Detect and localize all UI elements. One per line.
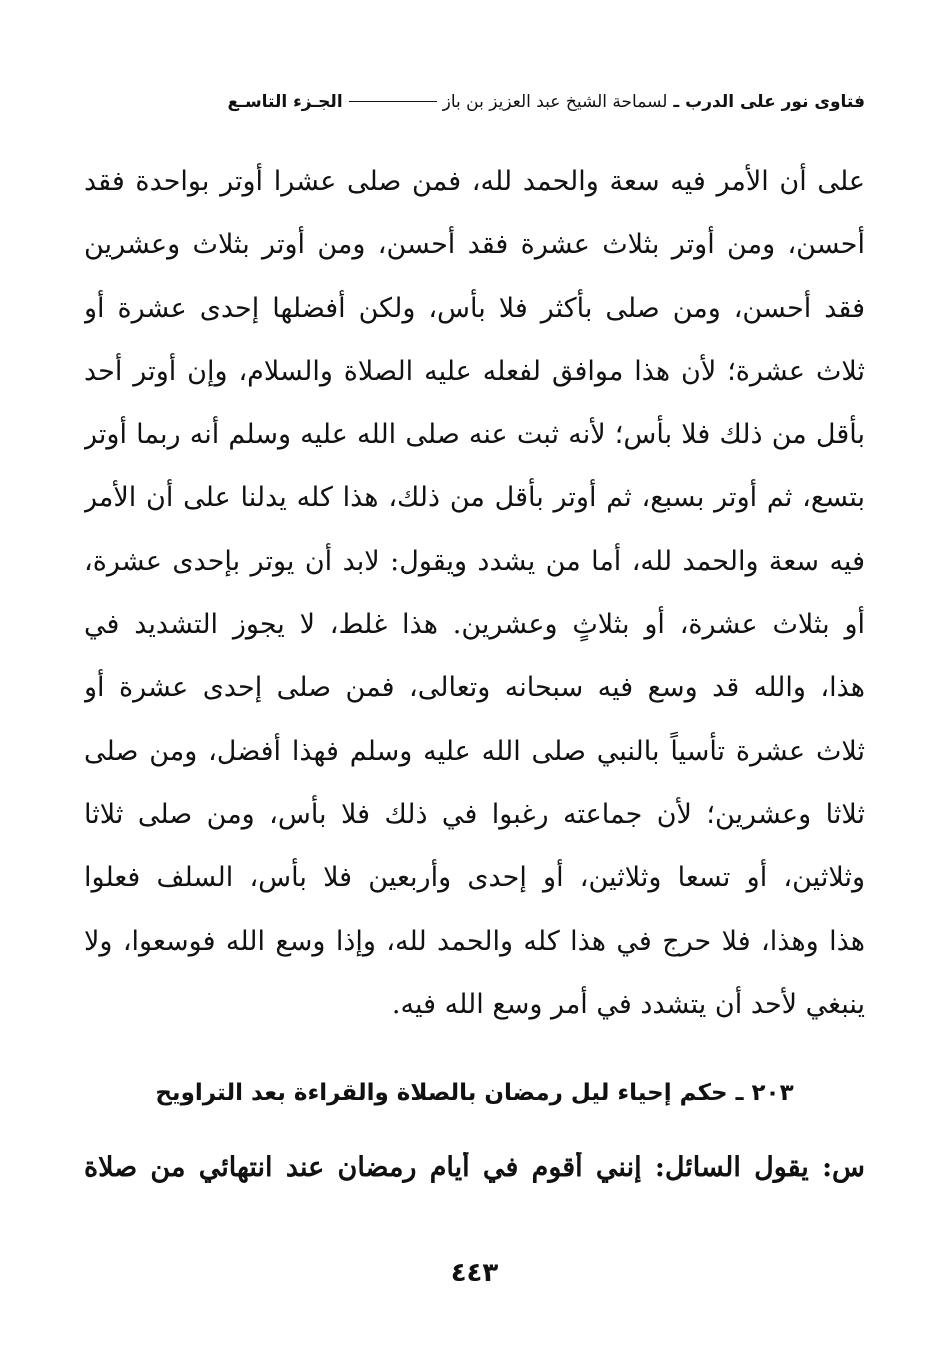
- author-line: لسماحة الشيخ عبد العزيز بن باز: [442, 92, 668, 112]
- section-heading: ٢٠٣ ـ حكم إحياء ليل رمضان بالصلاة والقراءة بعد التراويح: [155, 1080, 794, 1106]
- body-line: ثلاثا وعشرين؛ لأن جماعته رغبوا في ذلك فلا بأس، ومن صلى ثلاثا: [84, 798, 865, 830]
- running-header: [84, 92, 865, 124]
- body-line: فقد أحسن، ومن صلى بأكثر فلا بأس، ولكن أفضلها إحدى عشرة أو: [84, 292, 865, 324]
- question-line: س: يقول السائل: إنني أقوم في أيام رمضان عند انتهائي من صلاة: [84, 1152, 865, 1183]
- body-line: على أن الأمر فيه سعة والحمد لله، فمن صلى عشرا أوتر بواحدة فقد: [84, 166, 865, 197]
- header-rule: [349, 101, 437, 102]
- body-line: بأقل من ذلك فلا بأس؛ لأنه ثبت عنه صلى الله عليه وسلم أنه ربما أوتر: [84, 419, 865, 451]
- body-line: ينبغي لأحد أن يتشدد في أمر وسع الله فيه.: [391, 988, 865, 1020]
- body-line: بتسع، ثم أوتر بسبع، ثم أوتر بأقل من ذلك، هذا كله يدلنا على أن الأمر: [84, 482, 865, 514]
- body-line: هذا، والله قد وسع فيه سبحانه وتعالى، فمن صلى إحدى عشرة أو: [84, 672, 865, 704]
- page-number: ٤٤٣: [450, 1258, 499, 1288]
- body-line: فيه سعة والحمد لله، أما من يشدد ويقول: لابد أن يوتر بإحدى عشرة،: [84, 545, 865, 577]
- body-line: ثلاث عشرة تأسياً بالنبي صلى الله عليه وسلم فهذا أفضل، ومن صلى: [84, 735, 865, 767]
- body-paragraph: [84, 150, 865, 1036]
- body-line: أحسن، ومن أوتر بثلاث عشرة فقد أحسن، ومن أوتر بثلاث وعشرين: [84, 229, 865, 261]
- body-line: هذا وهذا، فلا حرج في هذا كله والحمد لله، وإذا وسع الله فوسعوا، ولا: [84, 925, 865, 957]
- body-line: أو بثلاث عشرة، أو بثلاثٍ وعشرين. هذا غلط، لا يجوز التشديد في: [84, 609, 865, 641]
- body-line: ثلاث عشرة؛ لأن هذا موافق لفعله عليه الصلاة والسلام، وإن أوتر أحد: [84, 355, 865, 387]
- volume-label: الجـزء التاسـع: [227, 92, 343, 112]
- book-title: فتاوى نور على الدرب ـ: [673, 92, 865, 112]
- body-line: وثلاثين، أو تسعا وثلاثين، أو إحدى وأربعين فلا بأس، السلف فعلوا: [84, 862, 865, 894]
